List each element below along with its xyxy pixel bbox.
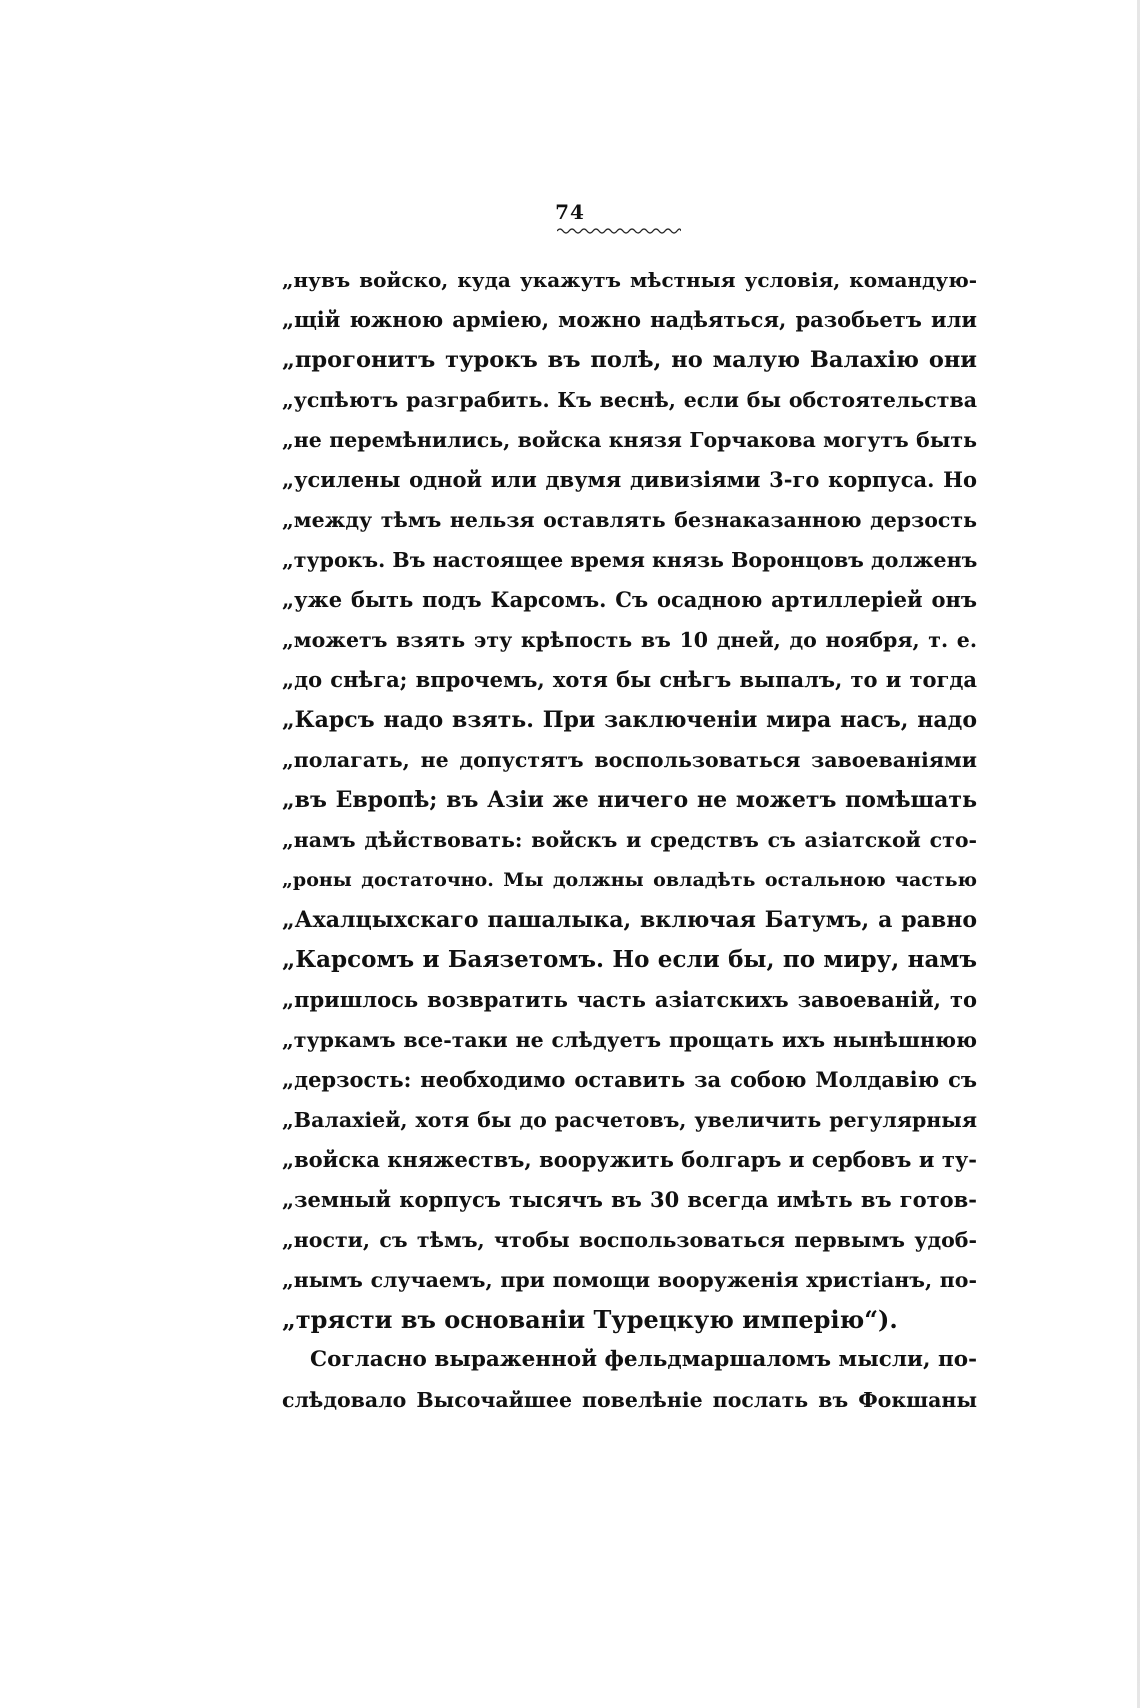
- wavy-rule-divider: [557, 227, 681, 235]
- page-number: 74: [555, 200, 585, 224]
- paragraph-end-line: „трясти въ основаніи Турецкую имперію“).: [282, 1305, 898, 1334]
- text-line: слѣдовало Высочайшее повелѣніе послать въ Фокшаны: [282, 1388, 977, 1412]
- text-line: „между тѣмъ нельзя оставлять безнаказанною дерзость: [282, 508, 977, 532]
- text-line: „пришлось возвратить часть азіатскихъ завоеваній, то: [282, 987, 977, 1012]
- text-line: „туркамъ все-таки не слѣдуетъ прощать ихъ нынѣшнюю: [282, 1028, 977, 1052]
- body-text: [282, 260, 977, 1420]
- text-line: „Карсомъ и Баязетомъ. Но если бы, по миру, намъ: [282, 946, 977, 973]
- text-line: „можетъ взять эту крѣпость въ 10 дней, до ноября, т. е.: [282, 628, 977, 652]
- text-line: „Карсъ надо взять. При заключеніи мира насъ, надо: [282, 707, 977, 733]
- text-line: „нымъ случаемъ, при помощи вооруженія христіанъ, по-: [282, 1268, 977, 1292]
- text-line: „уже быть подъ Карсомъ. Съ осадною артиллеріей онъ: [282, 587, 977, 612]
- text-line: „полагать, не допустятъ воспользоваться завоеваніями: [282, 748, 977, 772]
- text-line: „намъ дѣйствовать: войскъ и средствъ съ азіатской сто-: [282, 828, 977, 852]
- text-line: „дерзость: необходимо оставить за собою Молдавію съ: [282, 1067, 977, 1092]
- text-line: „роны достаточно. Мы должны овладѣть остальною частью: [282, 869, 977, 891]
- text-line: „турокъ. Въ настоящее время князь Воронцовъ долженъ: [282, 548, 977, 572]
- text-line: „земный корпусъ тысячъ въ 30 всегда имѣть въ готов-: [282, 1187, 977, 1212]
- text-line: „нувъ войско, куда укажутъ мѣстныя условія, командую-: [282, 268, 977, 292]
- text-line: „Валахіей, хотя бы до расчетовъ, увеличить регулярныя: [282, 1108, 977, 1132]
- text-line: „Ахалцыхскаго пашалыка, включая Батумъ, а равно: [282, 907, 977, 933]
- text-line: „не перемѣнились, войска князя Горчакова могутъ быть: [282, 428, 977, 452]
- text-line: „прогонитъ турокъ въ полѣ, но малую Валахію они: [282, 347, 977, 373]
- text-line: „до снѣга; впрочемъ, хотя бы снѣгъ выпалъ, то и тогда: [282, 667, 977, 692]
- text-line: „ности, съ тѣмъ, чтобы воспользоваться первымъ удоб-: [282, 1228, 977, 1252]
- text-line: „въ Европѣ; въ Азіи же ничего не можетъ помѣшать: [282, 787, 977, 813]
- text-line: „щій южною арміею, можно надѣяться, разобьетъ или: [282, 307, 977, 332]
- text-line: „усилены одной или двумя дивизіями 3-го корпуса. Но: [282, 467, 977, 492]
- paragraph-start-line: Согласно выраженной фельдмаршаломъ мысли, по-: [310, 1347, 977, 1372]
- text-line: „успѣютъ разграбить. Къ веснѣ, если бы обстоятельства: [282, 388, 977, 412]
- text-line: „войска княжествъ, вооружить болгаръ и сербовъ и ту-: [282, 1147, 977, 1172]
